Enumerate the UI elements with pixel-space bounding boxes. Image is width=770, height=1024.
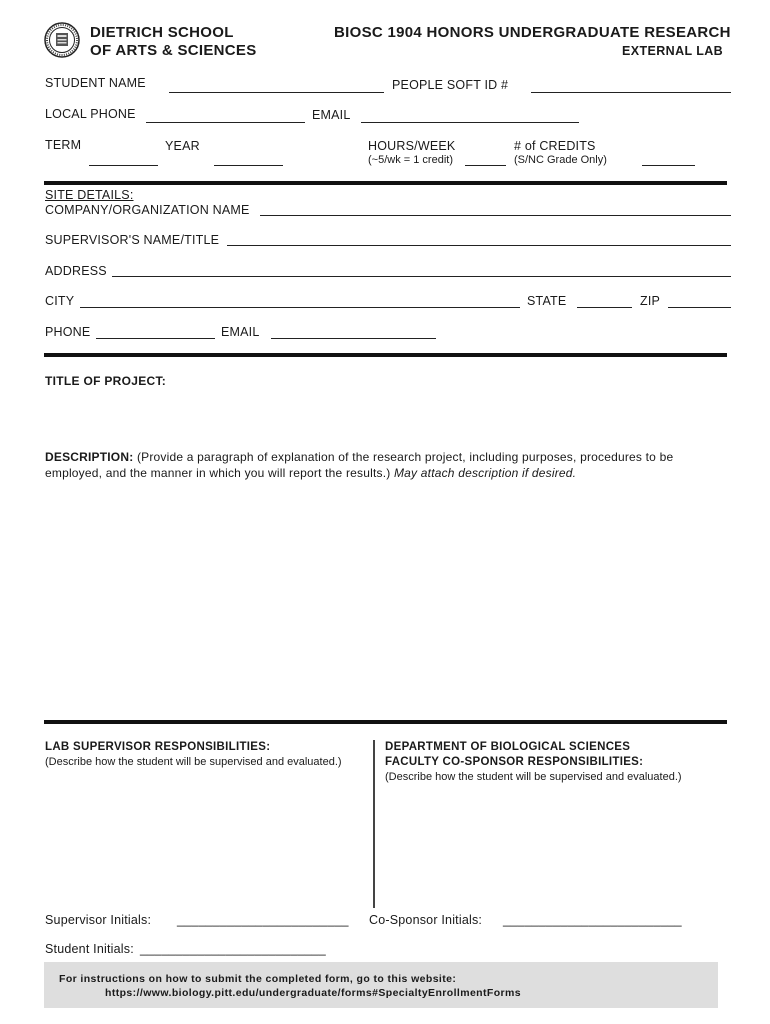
description-instructions <box>45 449 735 481</box>
school-name-line2: OF ARTS & SCIENCES <box>90 42 257 59</box>
hours-week-note: (~5/wk = 1 credit) <box>368 154 453 166</box>
description-label: DESCRIPTION: <box>45 450 134 464</box>
description-input-area[interactable] <box>45 486 728 714</box>
description-text-line1: (Provide a paragraph of explanation of the research project, including purposes, procedures to be <box>136 450 674 464</box>
address-label: ADDRESS <box>45 264 107 278</box>
student-name-field[interactable] <box>169 92 384 93</box>
school-name-line1: DIETRICH SCHOOL <box>90 24 234 41</box>
site-email-field[interactable] <box>271 338 436 339</box>
credits-label: # of CREDITS <box>514 139 596 153</box>
student-initials-field[interactable]: __________________________ <box>140 942 326 956</box>
zip-field[interactable] <box>668 307 731 308</box>
form-title: BIOSC 1904 HONORS UNDERGRADUATE RESEARCH <box>334 24 731 41</box>
lab-supervisor-note: (Describe how the student will be supervised and evaluated.) <box>45 756 342 768</box>
state-label: STATE <box>527 294 567 308</box>
hours-week-label: HOURS/WEEK <box>368 139 456 153</box>
state-field[interactable] <box>577 307 632 308</box>
cosponsor-initials-field[interactable]: _________________________ <box>503 913 682 927</box>
form-subtitle: EXTERNAL LAB <box>622 44 724 58</box>
lab-supervisor-heading: LAB SUPERVISOR RESPONSIBILITIES: <box>45 741 271 753</box>
year-field[interactable] <box>214 165 283 166</box>
footer-url-link[interactable]: https://www.biology.pitt.edu/undergraduate/forms#SpecialtyEnrollmentForms <box>105 987 521 999</box>
city-field[interactable] <box>80 307 520 308</box>
local-phone-field[interactable] <box>146 122 305 123</box>
instructions-footer <box>44 962 718 1008</box>
term-field[interactable] <box>89 165 158 166</box>
company-name-label: COMPANY/ORGANIZATION NAME <box>45 203 250 217</box>
cosponsor-initials-label: Co-Sponsor Initials: <box>369 913 483 927</box>
section-divider-3 <box>44 720 727 724</box>
supervisor-initials-field[interactable]: ________________________ <box>177 913 349 927</box>
credits-note: (S/NC Grade Only) <box>514 154 607 166</box>
lab-supervisor-input-area[interactable] <box>45 774 363 904</box>
company-name-field[interactable] <box>260 215 731 216</box>
dept-heading-line1: DEPARTMENT OF BIOLOGICAL SCIENCES <box>385 741 631 753</box>
supervisor-name-field[interactable] <box>227 245 731 246</box>
people-soft-id-field[interactable] <box>531 92 731 93</box>
site-phone-label: PHONE <box>45 325 91 339</box>
project-title-label: TITLE OF PROJECT: <box>45 374 167 388</box>
supervisor-name-label: SUPERVISOR'S NAME/TITLE <box>45 233 220 247</box>
description-text-line2: employed, and the manner in which you will report the results.) <box>45 466 391 480</box>
section-divider-2 <box>44 353 727 357</box>
supervisor-initials-label: Supervisor Initials: <box>45 913 152 927</box>
university-seal-logo <box>44 22 80 58</box>
site-details-heading: SITE DETAILS: <box>45 188 134 202</box>
section-divider-1 <box>44 181 727 185</box>
student-initials-label: Student Initials: <box>45 942 134 956</box>
term-label: TERM <box>45 138 82 152</box>
student-email-field[interactable] <box>361 122 579 123</box>
hours-week-field[interactable] <box>465 165 506 166</box>
site-email-label: EMAIL <box>221 325 260 339</box>
dept-heading-line2: FACULTY CO-SPONSOR RESPONSIBILITIES: <box>385 756 644 768</box>
local-phone-label: LOCAL PHONE <box>45 107 136 121</box>
site-phone-field[interactable] <box>96 338 215 339</box>
dept-note: (Describe how the student will be supervised and evaluated.) <box>385 771 682 783</box>
year-label: YEAR <box>165 139 200 153</box>
city-label: CITY <box>45 294 75 308</box>
credits-field[interactable] <box>642 165 695 166</box>
footer-instructions: For instructions on how to submit the completed form, go to this website: <box>59 973 457 985</box>
student-email-label: EMAIL <box>312 108 351 122</box>
people-soft-id-label: PEOPLE SOFT ID # <box>392 78 509 92</box>
cosponsor-input-area[interactable] <box>385 789 725 904</box>
zip-label: ZIP <box>640 294 661 308</box>
project-title-input-area[interactable] <box>45 392 728 438</box>
student-name-label: STUDENT NAME <box>45 76 146 90</box>
column-divider <box>373 740 375 908</box>
description-attach-note: May attach description if desired. <box>393 466 577 480</box>
address-field[interactable] <box>112 276 731 277</box>
